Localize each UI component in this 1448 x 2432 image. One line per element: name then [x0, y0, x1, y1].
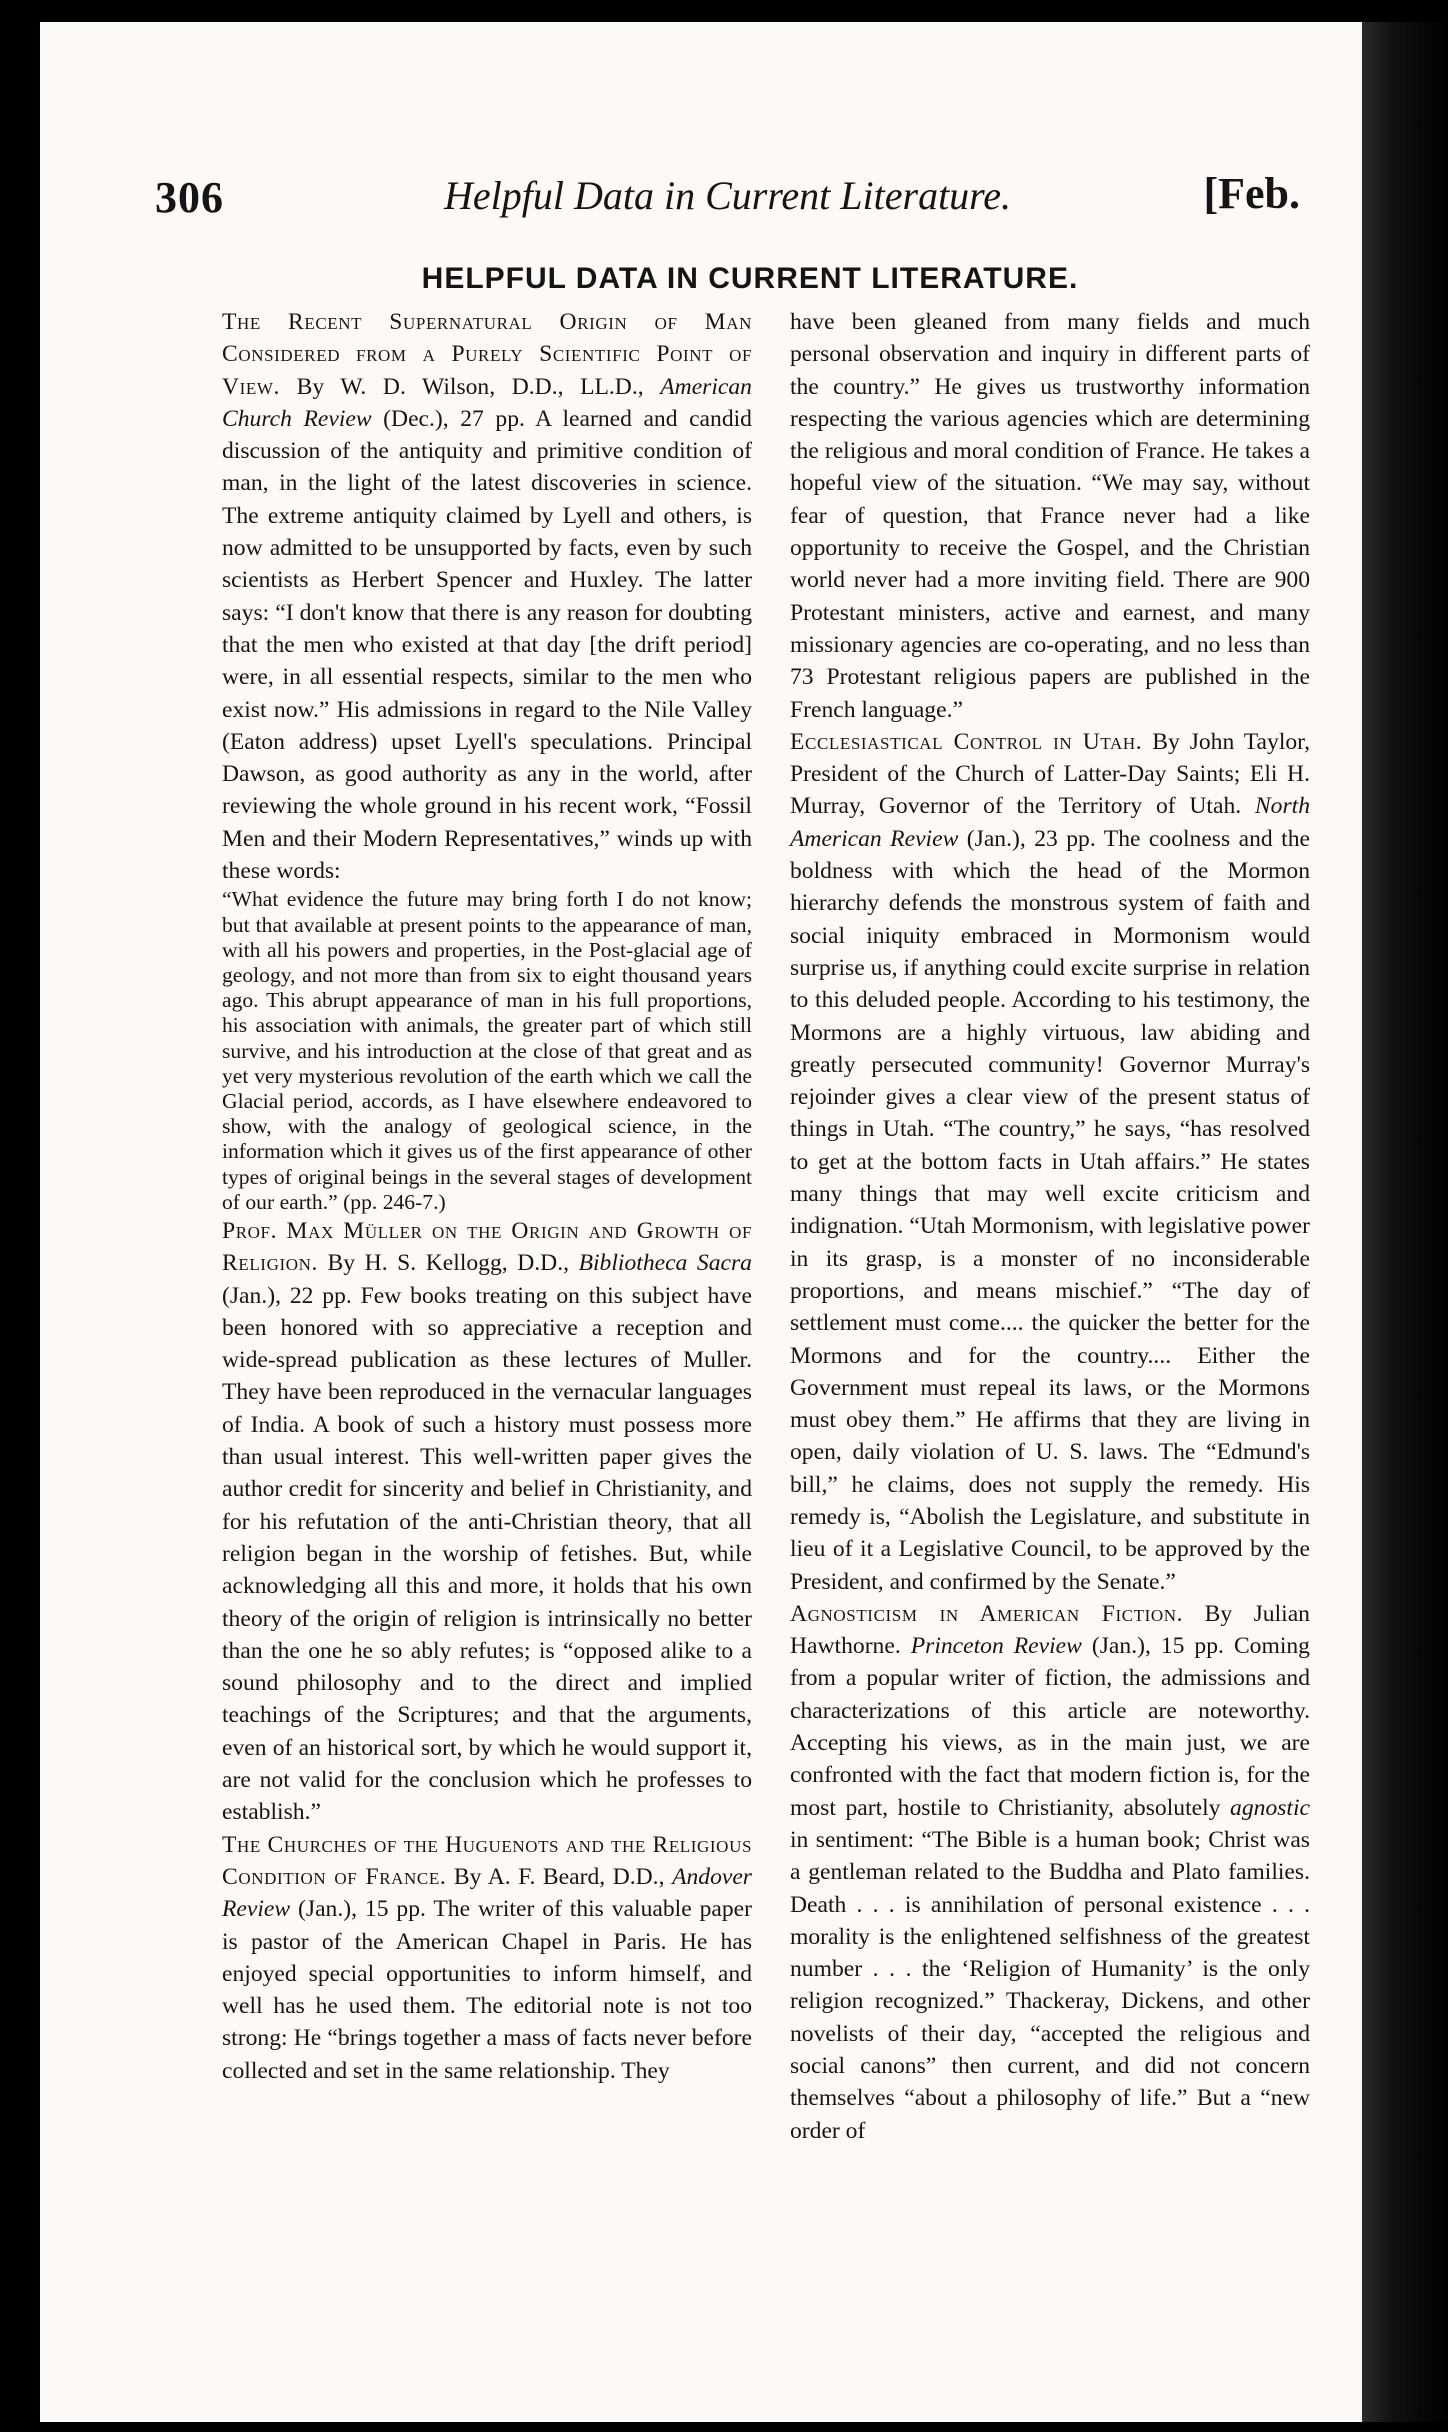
entry-details: (Jan.), 15 pp. [298, 1896, 426, 1923]
entry-journal: American Church Review [222, 373, 752, 432]
entry-head: Agnosticism in American Fiction. [790, 1600, 1184, 1627]
entry-journal: Bibliotheca Sacra [578, 1250, 752, 1277]
entry-head: The Recent Supernatural Origin of Man Considered from a Purely Scientific Point of View. [222, 309, 752, 400]
entry-byline: By John Taylor, President of the Church of Latter-Day Saints; Eli H. Murray, Governor of the Territory of Utah. [790, 728, 1310, 820]
entry-body: A learned and candid discussion of the antiquity and primitive condition of man, in the light of the latest discoveries in science. The extreme antiquity claimed by Lyell and others, is now admitted to be unsupported by facts, even by such scientists as Herbert Spencer and Huxley. The latter says: “I don't know that there is any reason for doubting that the men who existed at that day [the drift period] were, in all essential respects, similar to the men who exist now.” His admissions in regard to the Nile Valley (Eaton address) upset Lyell's speculations. Principal Dawson, as good authority as any in the world, after reviewing the whole ground in his recent work, “Fossil Men and their Modern Representatives,” winds up with these words: [222, 405, 752, 885]
entry-agnosticism [790, 1598, 1310, 2147]
entry-utah [790, 726, 1310, 1598]
page-header [155, 158, 1300, 228]
entry-byline: By H. S. Kellogg, D.D., [327, 1250, 570, 1277]
entry-byline: By W. D. Wilson, D.D., LL.D., [296, 373, 644, 400]
entry-journal: Andover Review [222, 1863, 752, 1923]
entry-journal: North American Review [790, 793, 1310, 852]
entry-head: Ecclesiastical Control in Utah. [790, 728, 1143, 755]
entry-body: Coming from a popular writer of fiction, the admissions and characterizations of this article are noteworthy. Accepting his views, as in the main just, we are confronted with the fact that modern fiction is, for the most part, hostile to Christianity, absolutely [790, 1633, 1310, 1821]
entry-details: (Jan.), 22 pp. [222, 1282, 352, 1309]
block-quote: “What evidence the future may bring forth I do not know; but that available at present points to the appearance of man, with all his powers and properties, in the Post-glacial age of geology, and not more than from six to eight thousand years ago. This abrupt appearance of man in his full proportions, his association with animals, the greater part of which still survive, and his introduction at the close of that great and as yet very mysterious revolution of the earth which we call the Glacial period, accords, as I have elsewhere endeavored to show, with the analogy of geological science, in the information which it gives us of the first appearance of other types of original beings in the several stages of development of our earth.” (pp. 246-7.) [222, 887, 752, 1214]
entry-details: (Jan.), 15 pp. [1091, 1633, 1224, 1660]
page-number: 306 [155, 173, 224, 222]
entry-body: Few books treating on this subject have been honored with so appreciative a reception and wide-spread publication as these lectures of Muller. They have been reproduced in the vernacular languages of India. A book of such a history must possess more than usual interest. This well-written paper gives the author credit for sincerity and belief in Christianity, and for his refutation of the anti-Christian theory, that all religion began in the worship of fetishes. But, while acknowledging all this and more, it holds that his own theory of the origin of religion is intrinsically no better than the one he so ably refutes; is “opposed alike to a sound philosophy and to the direct and implied teachings of the Scriptures; and that the arguments, even of an historical sort, by which he would support it, are not valid for the conclusion which he professes to establish.” [222, 1282, 752, 1826]
entry-supernatural-origin [222, 306, 752, 887]
entry-huguenots-continued: have been gleaned from many fields and much personal observation and inquiry in different parts of the country.” He gives us trustworthy information respecting the various agencies which are determining the religious and moral condition of France. He takes a hopeful view of the situation. “We may say, without fear of question, that France never had a like opportunity to receive the Gospel, and the Christian world never had a more inviting field. There are 900 Protestant ministers, active and earnest, and many missionary agencies are co-operating, and no less than 73 Protestant religious papers are published in the French language.” [790, 309, 1310, 723]
entry-journal: Princeton Review [910, 1633, 1082, 1660]
entry-max-muller [222, 1215, 752, 1829]
left-column [222, 306, 752, 2087]
entry-emphasis: agnostic [1230, 1794, 1310, 1821]
entry-body: The writer of this valuable paper is pastor of the American Chapel in Paris. He has enjoyed special opportunities to inform himself, and well has he used them. The editorial note is not too strong: He “brings together a mass of facts never before collected and set in the same relationship. They [222, 1896, 752, 2084]
running-head: Helpful Data in Current Literature. [443, 173, 1012, 218]
entry-body: The coolness and the boldness with which the head of the Mormon hierarchy defends the monstrous system of faith and social iniquity embraced in Mormonism would surprise us, if anything could excite surprise in relation to this deluded people. According to his testimony, the Mormons are a highly virtuous, law abiding and greatly persecuted community! Governor Murray's rejoinder gives a clear view of the present status of things in Utah. “The country,” he says, “has resolved to get at the bottom facts in Utah affairs.” He states many things that may well excite criticism and indignation. “Utah Mormonism, with legislative power in its grasp, is a monster of no inconsiderable proportions, and means mischief.” “The day of settlement must come.... the quicker the better for the Mormons and for the country.... Either the Government must repeal its laws, or the Mormons must obey them.” He affirms that they are living in open, daily violation of U. S. laws. The “Edmund's bill,” he claims, does not supply the remedy. His remedy is, “Abolish the Legislature, and substitute in lieu of it a Legislative Council, to be approved by the President, and confirmed by the Senate.” [790, 825, 1310, 1595]
entry-head: The Churches of the Huguenots and the Religious Condition of France. [222, 1831, 752, 1890]
entry-details: (Jan.), 23 pp. [966, 825, 1096, 852]
facing-page-edge [1362, 22, 1448, 2422]
entry-body: in sentiment: “The Bible is a human book; Christ was a gentleman related to the Buddha and Plato families. Death . . . is annihilation of personal existence . . . morality is the enlightened selfishness of the greatest number . . . the ‘Religion of Humanity’ is the only religion recognized.” Thackeray, Dickens, and other novelists of their day, “accepted the religious and social canons” then current, and did not concern themselves “about a philosophy of life.” But a “new order of [790, 1826, 1310, 2144]
month-mark: [Feb. [1203, 169, 1300, 218]
section-title: HELPFUL DATA IN CURRENT LITERATURE. [421, 262, 1079, 295]
entry-byline: By A. F. Beard, D.D., [453, 1863, 665, 1890]
right-column [790, 306, 1310, 2147]
entry-huguenots [222, 1829, 752, 2087]
entry-head: Prof. Max Müller on the Origin and Growth of Religion. [222, 1217, 752, 1277]
entry-byline: By Julian Hawthorne. [790, 1600, 1310, 1660]
entry-details: (Dec.), 27 pp. [383, 405, 525, 432]
